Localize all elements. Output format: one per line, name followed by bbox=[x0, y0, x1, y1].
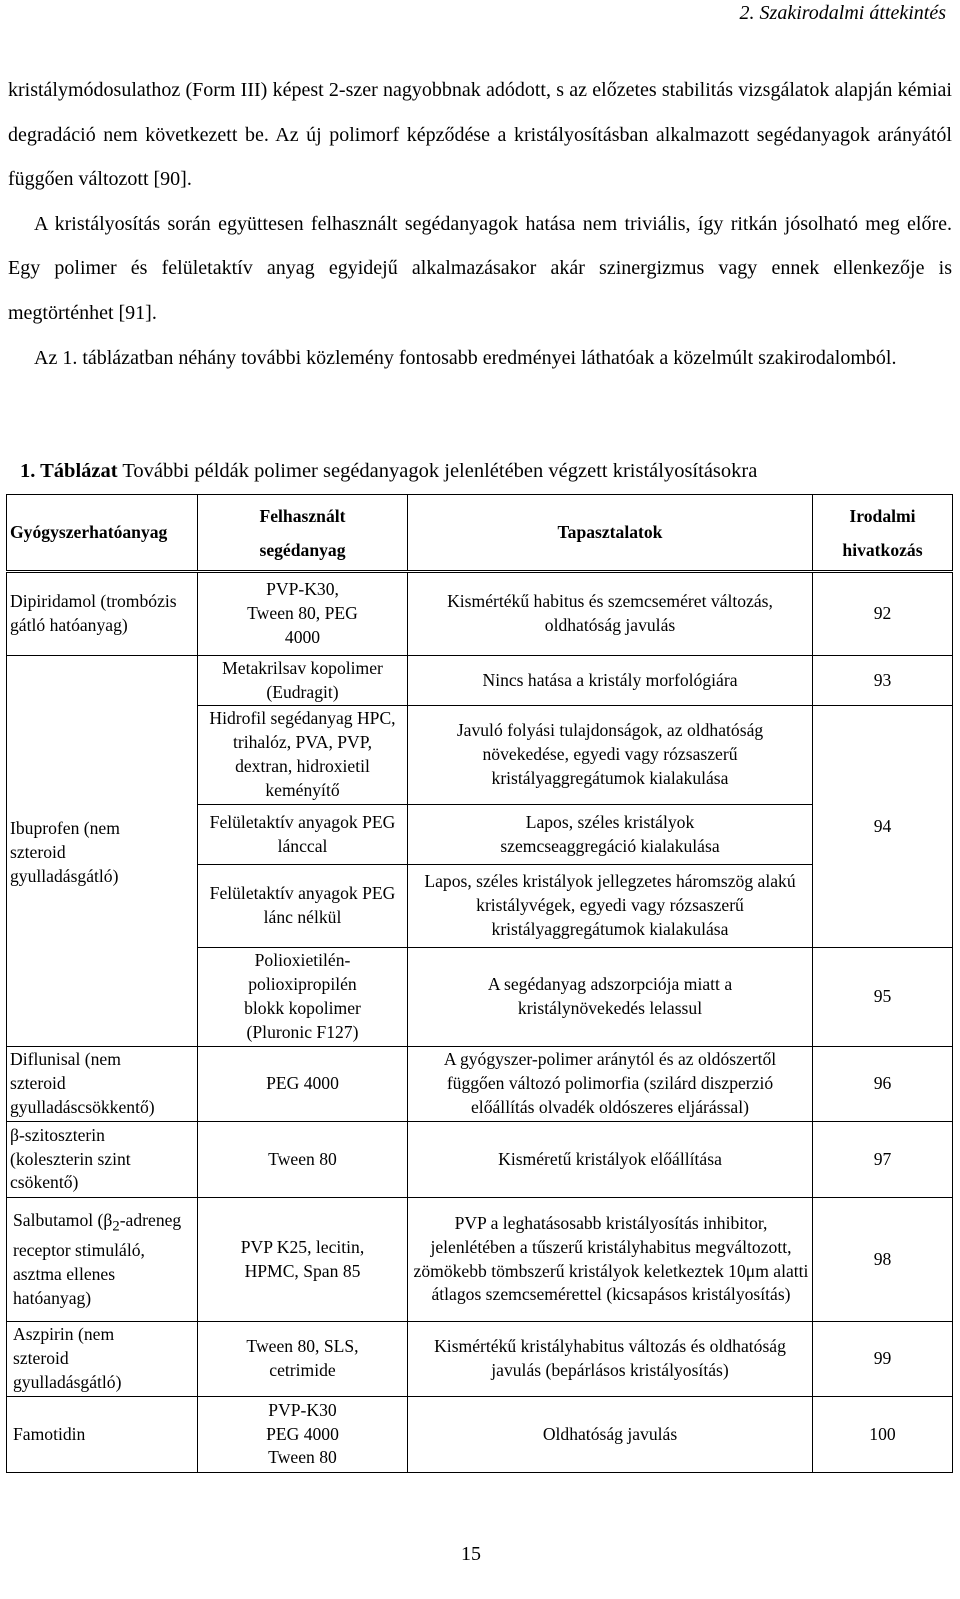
drug-cell: Diflunisal (nem szteroid gyulladáscsökkentő) bbox=[7, 1047, 198, 1122]
experience-cell: PVP a leghatásosabb kristályosítás inhibitor, jelenlétében a tűszerű kristályhabitus megváltozott, zömökebb tömbszerű kristályok keletkeztek 10μm alatti átlagos szemcsemérettel (kicsapásos kristályosítás) bbox=[408, 1198, 813, 1322]
excipient-cell: Tween 80 bbox=[198, 1122, 408, 1198]
running-header: 2. Szakirodalmi áttekintés bbox=[739, 2, 946, 24]
reference-cell: 97 bbox=[813, 1122, 953, 1198]
excipient-cell: Hidrofil segédanyag HPC, trihalóz, PVA, PVP, dextran, hidroxietil keményítő bbox=[198, 706, 408, 805]
drug-cell: Famotidin bbox=[7, 1397, 198, 1473]
reference-cell: 100 bbox=[813, 1397, 953, 1473]
experience-cell: A segédanyag adszorpciója miatt a kristálynövekedés lelassul bbox=[408, 948, 813, 1047]
excipient-cell: PVP-K30 PEG 4000 Tween 80 bbox=[198, 1397, 408, 1473]
table-row bbox=[7, 1397, 953, 1473]
header-drug: Gyógyszerhatóanyag bbox=[7, 495, 198, 572]
page-number: 15 bbox=[461, 1543, 481, 1565]
table-caption-label: 1. Táblázat bbox=[20, 460, 118, 482]
experience-cell: Lapos, széles kristályok szemcseaggregáció kialakulása bbox=[408, 805, 813, 865]
excipient-cell: Metakrilsav kopolimer (Eudragit) bbox=[198, 656, 408, 706]
header-experience: Tapasztalatok bbox=[408, 495, 813, 572]
table-caption-text: További példák polimer segédanyagok jelenlétében végzett kristályosításokra bbox=[117, 460, 758, 482]
reference-cell: 98 bbox=[813, 1198, 953, 1322]
experience-cell: Kismértékű kristályhabitus változás és oldhatóság javulás (bepárlásos kristályosítás) bbox=[408, 1322, 813, 1397]
table-row bbox=[7, 572, 953, 656]
drug-cell: Dipiridamol (trombózis gátló hatóanyag) bbox=[7, 572, 198, 656]
paragraph: A kristályosítás során együttesen felhasznált segédanyagok hatása nem triviális, így ritkán jósolható meg előre. Egy polimer és felületaktív anyag egyidejű alkalmazásakor akár szinergizmus vagy ennek ellenkezője is megtörténhet [91]. bbox=[8, 212, 952, 324]
excipient-cell: Tween 80, SLS, cetrimide bbox=[198, 1322, 408, 1397]
excipient-cell: PEG 4000 bbox=[198, 1047, 408, 1122]
reference-cell: 99 bbox=[813, 1322, 953, 1397]
drug-cell: β-szitoszterin (koleszterin szint csökentő) bbox=[7, 1122, 198, 1198]
table-row bbox=[7, 656, 953, 706]
drug-cell: Aszpirin (nem szteroid gyulladásgátló) bbox=[7, 1322, 198, 1397]
drug-cell: Salbutamol ($\beta_2$-adreneg receptor stimuláló, asztma ellenes hatóanyag) bbox=[7, 1198, 198, 1322]
table-row bbox=[7, 1047, 953, 1122]
drug-cell: Ibuprofen (nem szteroid gyulladásgátló) bbox=[7, 656, 198, 1047]
excipient-cell: Polioxietilén-polioxipropilén blokk kopolimer (Pluronic F127) bbox=[198, 948, 408, 1047]
experience-cell: Kismértékű habitus és szemcseméret változás, oldhatóság javulás bbox=[408, 572, 813, 656]
table-header-row bbox=[7, 495, 953, 572]
experience-cell: Nincs hatása a kristály morfológiára bbox=[408, 656, 813, 706]
header-reference: Irodalmi hivatkozás bbox=[813, 495, 953, 572]
excipient-cell: PVP-K30, Tween 80, PEG 4000 bbox=[198, 572, 408, 656]
table-row bbox=[7, 1198, 953, 1322]
reference-cell: 92 bbox=[813, 572, 953, 656]
experience-cell: Kisméretű kristályok előállítása bbox=[408, 1122, 813, 1198]
experience-cell: A gyógyszer-polimer aránytól és az oldószertől függően változó polimorfia (szilárd diszperzió előállítás olvadék oldószeres eljárással) bbox=[408, 1047, 813, 1122]
reference-cell: 96 bbox=[813, 1047, 953, 1122]
excipient-cell: Felületaktív anyagok PEG lánc nélkül bbox=[198, 865, 408, 948]
paragraph: Az 1. táblázatban néhány további közlemény fontosabb eredményei láthatóak a közelmúlt szakirodalomból. bbox=[34, 346, 897, 369]
excipient-cell: PVP K25, lecitin, HPMC, Span 85 bbox=[198, 1198, 408, 1322]
experience-cell: Oldhatóság javulás bbox=[408, 1397, 813, 1473]
table-row bbox=[7, 1322, 953, 1397]
reference-cell: 93 bbox=[813, 656, 953, 706]
excipient-table bbox=[6, 494, 953, 1473]
body-text bbox=[8, 68, 952, 380]
experience-cell: Javuló folyási tulajdonságok, az oldhatóság növekedése, egyedi vagy rózsaszerű kristályaggregátumok kialakulása bbox=[408, 706, 813, 805]
excipient-cell: Felületaktív anyagok PEG lánccal bbox=[198, 805, 408, 865]
header-excipient: Felhasznált segédanyag bbox=[198, 495, 408, 572]
table-caption bbox=[20, 460, 960, 483]
reference-cell: 95 bbox=[813, 948, 953, 1047]
experience-cell: Lapos, széles kristályok jellegzetes háromszög alakú kristályvégek, egyedi vagy rózsaszerű kristályaggregátumok kialakulása bbox=[408, 865, 813, 948]
paragraph: kristálymódosulathoz (Form III) képest 2-szer nagyobbnak adódott, s az előzetes stabilitás vizsgálatok alapján kémiai degradáció nem következett be. Az új polimorf képződése a kristályosításban alkalmazott segédanyagok arányától függően változott [90]. bbox=[8, 79, 952, 191]
table-row bbox=[7, 1122, 953, 1198]
reference-cell: 94 bbox=[813, 706, 953, 948]
